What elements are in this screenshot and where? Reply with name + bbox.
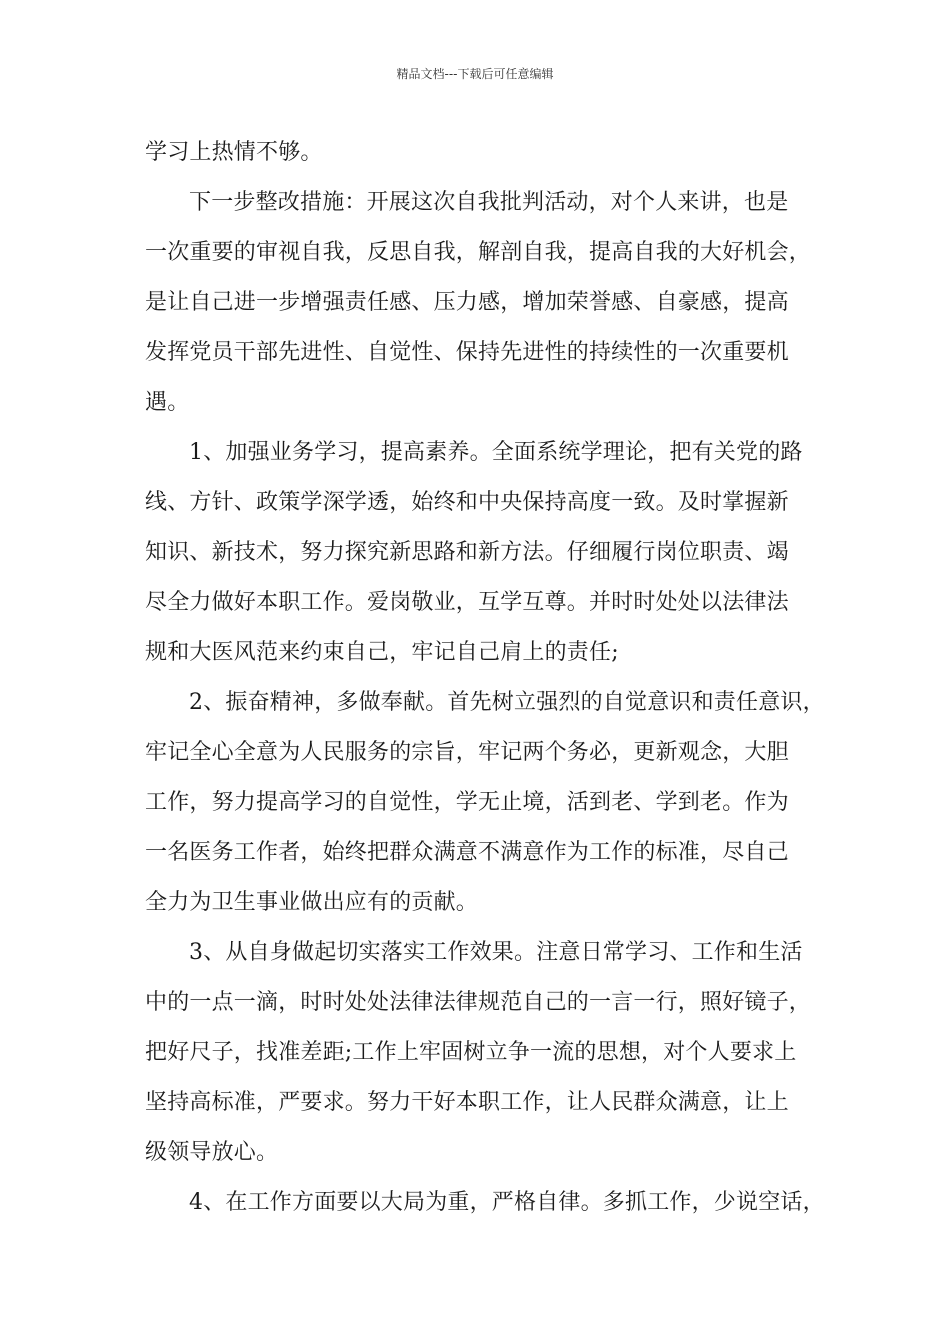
paragraph-first-line: 3、从自身做起切实落实工作效果。注意日常学习、工作和生活 (189, 940, 803, 965)
paragraph-first-line: 1、加强业务学习，提高素养。全面系统学理论，把有关党的路 (189, 440, 803, 465)
document-body (145, 128, 830, 1228)
page-header: 精品文档---下载后可任意编辑 (396, 67, 554, 81)
text-line: 规和大医风范来约束自己，牢记自己肩上的责任; (145, 640, 619, 665)
text-line: 工作，努力提高学习的自觉性，学无止境，活到老、学到老。作为 (145, 790, 789, 815)
text-line: 线、方针、政策学深学透，始终和中央保持高度一致。及时掌握新 (145, 490, 789, 515)
text-line: 中的一点一滴，时时处处法律法律规范自己的一言一行，照好镜子， (145, 990, 812, 1015)
text-line: 学习上热情不够。 (145, 140, 323, 165)
paragraph-first-line: 下一步整改措施：开展这次自我批判活动，对个人来讲，也是 (189, 190, 789, 215)
text-line: 牢记全心全意为人民服务的宗旨，牢记两个务必，更新观念，大胆 (145, 740, 789, 765)
text-line: 遇。 (145, 390, 190, 415)
text-line: 坚持高标准，严要求。努力干好本职工作，让人民群众满意，让上 (145, 1090, 789, 1115)
text-line: 级领导放心。 (145, 1140, 279, 1165)
text-line: 把好尺子，找准差距;工作上牢固树立争一流的思想，对个人要求上 (145, 1040, 797, 1065)
text-line: 发挥党员干部先进性、自觉性、保持先进性的持续性的一次重要机 (145, 340, 789, 365)
text-line: 一名医务工作者，始终把群众满意不满意作为工作的标准，尽自己 (145, 840, 789, 865)
text-line: 知识、新技术，努力探究新思路和新方法。仔细履行岗位职责、竭 (145, 540, 789, 565)
text-line: 尽全力做好本职工作。爱岗敬业，互学互尊。并时时处处以法律法 (145, 590, 789, 615)
text-line: 是让自己进一步增强责任感、压力感，增加荣誉感、自豪感，提高 (145, 290, 789, 315)
paragraph-first-line: 2、振奋精神，多做奉献。首先树立强烈的自觉意识和责任意识， (189, 690, 825, 715)
text-line: 全力为卫生事业做出应有的贡献。 (145, 890, 479, 915)
text-line: 一次重要的审视自我，反思自我，解剖自我，提高自我的大好机会， (145, 240, 812, 265)
paragraph-first-line: 4、在工作方面要以大局为重，严格自律。多抓工作，少说空话， (189, 1190, 825, 1215)
